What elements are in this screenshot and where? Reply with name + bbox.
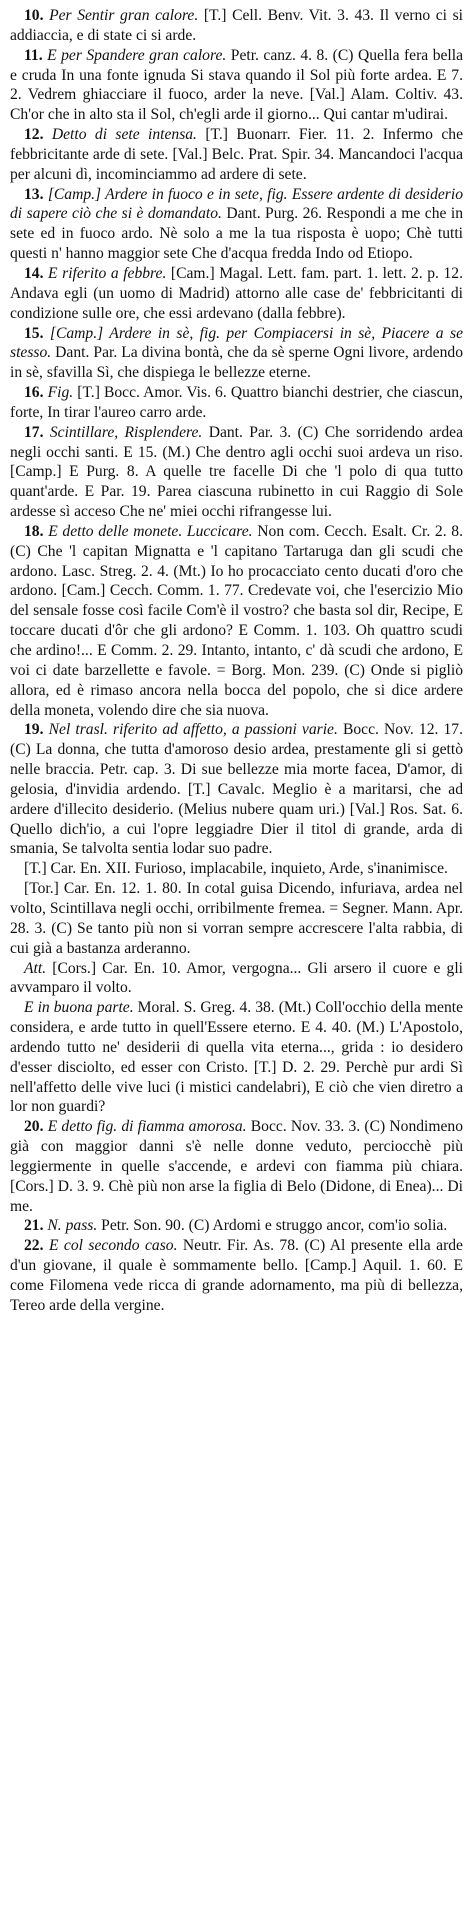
dictionary-entry: [10, 383, 463, 423]
entry-definition: E riferito a febbre.: [48, 264, 167, 282]
entry-definition: Scintillare, Risplendere.: [49, 423, 203, 441]
entry-citations: Petr. canz. 4. 8. (C) Quella fera bella e cruda In una fonte ignuda Si stava quando il Sol più forte ardea. E 7. 2. Vedrem ghiacciare il fuoco, arder la neve. [Val.] Alam. Coltiv. 43. Ch'or che in alto sta il Sol, ch'egli arde il giorno... Qui cantar m'udirai.: [10, 46, 463, 124]
dictionary-entry: [10, 879, 463, 958]
entry-number: 11.: [24, 46, 43, 64]
entry-definition: Nel trasl. riferito ad affetto, a passioni varie.: [48, 721, 338, 739]
dictionary-entry: [10, 324, 463, 384]
entry-definition: Detto di sete intensa.: [51, 126, 197, 144]
entry-number: 21.: [24, 1217, 44, 1235]
entry-citations: Bocc. Nov. 12. 17. (C) La donna, che tutta d'amoroso desio ardea, prestamente gli si gettò nelle braccia. Petr. cap. 3. Di sue bellezze mia morte facea, D'amor, di gelosia, d'invidia ardendo. [T.] Cavalc. Meglio è a maritarsi, che ad ardere d'illecito desiderio. (Melius nubere quam uri.) [Val.] Ros. Sat. 6. Quello dich'io, a cui l'opre leggiadre Dier il titol di grande, arda di smania, Se talvolta sentia lodar suo padre.: [10, 721, 464, 858]
dictionary-entry: [10, 522, 463, 720]
entry-list: [10, 6, 463, 1316]
entry-definition: [Camp.] Ardere in fuoco e in sete, fig. Essere ardente di desiderio di sapere ciò che si è domandato.: [10, 185, 464, 223]
entry-citations: Dant. Purg. 26. Respondi a me che in sete ed in fuoco ardo. Nè solo a me la tua risposta è uopo; Chè tutti questi n' hanno maggior sete Che d'acqua fredda Indo od Etiopo.: [10, 205, 463, 263]
entry-definition: Att.: [24, 959, 47, 977]
entry-number: 17.: [24, 423, 44, 441]
entry-number: 12.: [24, 126, 44, 144]
entry-citations: [T.] Buonarr. Fier. 11. 2. Infermo che febbricitante arde di sete. [Val.] Belc. Prat. Spir. 34. Mancandoci l'acqua per alcuni dì, incominciammo ad ardere di sete.: [10, 126, 463, 183]
entry-definition: E per Spandere gran calore.: [47, 46, 227, 64]
dictionary-entry: [10, 125, 463, 185]
entry-definition: [Camp.] Ardere in sè, fig. per Compiacersi in sè, Piacere a se stesso.: [10, 324, 463, 362]
entry-number: 19.: [24, 721, 44, 739]
dictionary-entry: [10, 959, 463, 999]
entry-definition: Fig.: [47, 384, 74, 402]
entry-number: 14.: [24, 264, 44, 282]
entry-citations: [Tor.] Car. En. 12. 1. 80. In cotal guisa Dicendo, infuriava, ardea nel volto, Scintillava negli occhi, orribilmente fremea. = Segner. Mann. Apr. 28. 3. (C) Se tanto più non si vorran sempre accrescere l'alta rabbia, di cui già a bastanza arderanno.: [10, 880, 463, 957]
entry-definition: E detto delle monete. Luccicare.: [48, 522, 253, 540]
entry-number: 10.: [24, 7, 44, 24]
dictionary-entry: [10, 720, 463, 859]
entry-number: 22.: [24, 1237, 44, 1255]
entry-definition: E detto fig. di fiamma amorosa.: [47, 1118, 247, 1136]
entry-citations: Dant. Par. 3. (C) Che sorridendo ardea negli occhi santi. E 15. (M.) Che dentro agli occhi suoi ardeva un riso. [Camp.] E Purg. 8. A quelle tre facelle Di che 'l polo di qua tutto quant'arde. E Par. 19. Parea ciascuna rubinetto in cui Raggio di Sole ardesse sì acceso Che ne' miei occhi rifrangesse lui.: [10, 423, 463, 521]
entry-definition: N. pass.: [47, 1217, 98, 1235]
entry-number: 15.: [24, 324, 44, 342]
entry-citations: Bocc. Nov. 33. 3. (C) Nondimeno già con maggior danni s'è nelle donne veduto, perciocchè più leggiermente in quelle s'accende, e ardevi con fiamma più chiara. [Cors.] D. 3. 9. Chè più non arse la figlia di Belo (Didone, di Enea)... Di me.: [10, 1118, 464, 1215]
dictionary-entry: [10, 185, 463, 264]
entry-definition: E col secondo caso.: [48, 1237, 178, 1255]
entry-number: 20.: [24, 1118, 44, 1136]
entry-citations: [T.] Cell. Benv. Vit. 3. 43. Il verno ci si addiaccia, e di state ci si arde.: [10, 7, 463, 44]
dictionary-entry: [10, 264, 463, 324]
entry-number: 16.: [24, 384, 44, 402]
entry-definition: E in buona parte.: [24, 999, 134, 1017]
dictionary-entry: [10, 1216, 463, 1236]
entry-citations: [T.] Bocc. Amor. Vis. 6. Quattro bianchi destrier, che ciascun, forte, In tirar l'aureo carro arde.: [10, 384, 464, 421]
entry-citations: [T.] Car. En. XII. Furioso, implacabile, inquieto, Arde, s'inanimisce.: [24, 860, 448, 878]
entry-citations: [Cam.] Magal. Lett. fam. part. 1. lett. 2. p. 12. Andava egli (un uomo di Madrid) attorno alle case de' febbricitanti di condizione sulle ore, che essi ardevano (dalla febbre).: [10, 264, 463, 322]
dictionary-entry: [10, 46, 463, 125]
dictionary-entry: [10, 1117, 463, 1216]
entry-definition: Per Sentir gran calore.: [49, 7, 199, 24]
entry-citations: Dant. Par. La divina bontà, che da sè sperne Ogni livore, ardendo in sè, sfavilla Sì, che dispiega le bellezze eterne.: [10, 344, 463, 382]
dictionary-entry: [10, 1236, 463, 1315]
entry-citations: Neutr. Fir. As. 78. (C) Al presente ella arde d'un giovane, il quale è sommamente bello. [Camp.] Aquil. 1. 60. E come Filomena vede ricca di grande adornamento, ma più di bellezza, Tereo arde della vergine.: [10, 1237, 463, 1314]
dictionary-entry: [10, 998, 463, 1117]
entry-citations: [Cors.] Car. En. 10. Amor, vergogna... Gli arsero il cuore e gli avvamparo il volto.: [10, 959, 463, 997]
entry-citations: Petr. Son. 90. (C) Ardomi e struggo ancor, com'io solia.: [101, 1217, 448, 1235]
dictionary-entry: [10, 859, 463, 879]
dictionary-entry: [10, 423, 463, 522]
dictionary-entry: [10, 6, 463, 46]
entry-number: 13.: [24, 185, 44, 203]
entry-number: 18.: [24, 522, 44, 540]
entry-citations: Moral. S. Greg. 4. 38. (Mt.) Coll'occhio della mente considera, e arde tutto in quell'Essere eterno. E 4. 40. (M.) L'Apostolo, ardendo tutto ne' desiderii di quella vita eterna..., grida : io desidero d'esser disciolto, ed esser con Cristo. [T.] D. 2. 29. Perchè pur ardi Sì nell'affetto delle vive luci (i mistici candelabri), E ciò che vien diretro a lor non guardi?: [10, 999, 463, 1116]
entry-citations: Non com. Cecch. Esalt. Cr. 2. 8. (C) Che 'l capitan Mignatta e 'l capitano Tartaruga dan gli scudi che ardono. Lasc. Streg. 2. 4. (Mt.) Io ho procacciato cento ducati d'oro che ardono. [Cam.] Cecch. Comm. 1. 77. Credevate voi, che l'esercizio Mio del sensale fosse così facile Com'è il vostro? che basta sol dir, Recipe, E toccare ducati d'ôr che gli ardono? E Comm. 1. 103. Oh quattro scudi che ardino!... E Comm. 2. 29. Intanto, intanto, c' dà scudi che ardono, E voi ci date barzellette e favole. = Borg. Mon. 239. (C) Onde si pigliò allora, ed è rimaso ancora nella bocca del popolo, che si dice ardere della moneta, volendo dire che sia nuova.: [10, 522, 464, 719]
